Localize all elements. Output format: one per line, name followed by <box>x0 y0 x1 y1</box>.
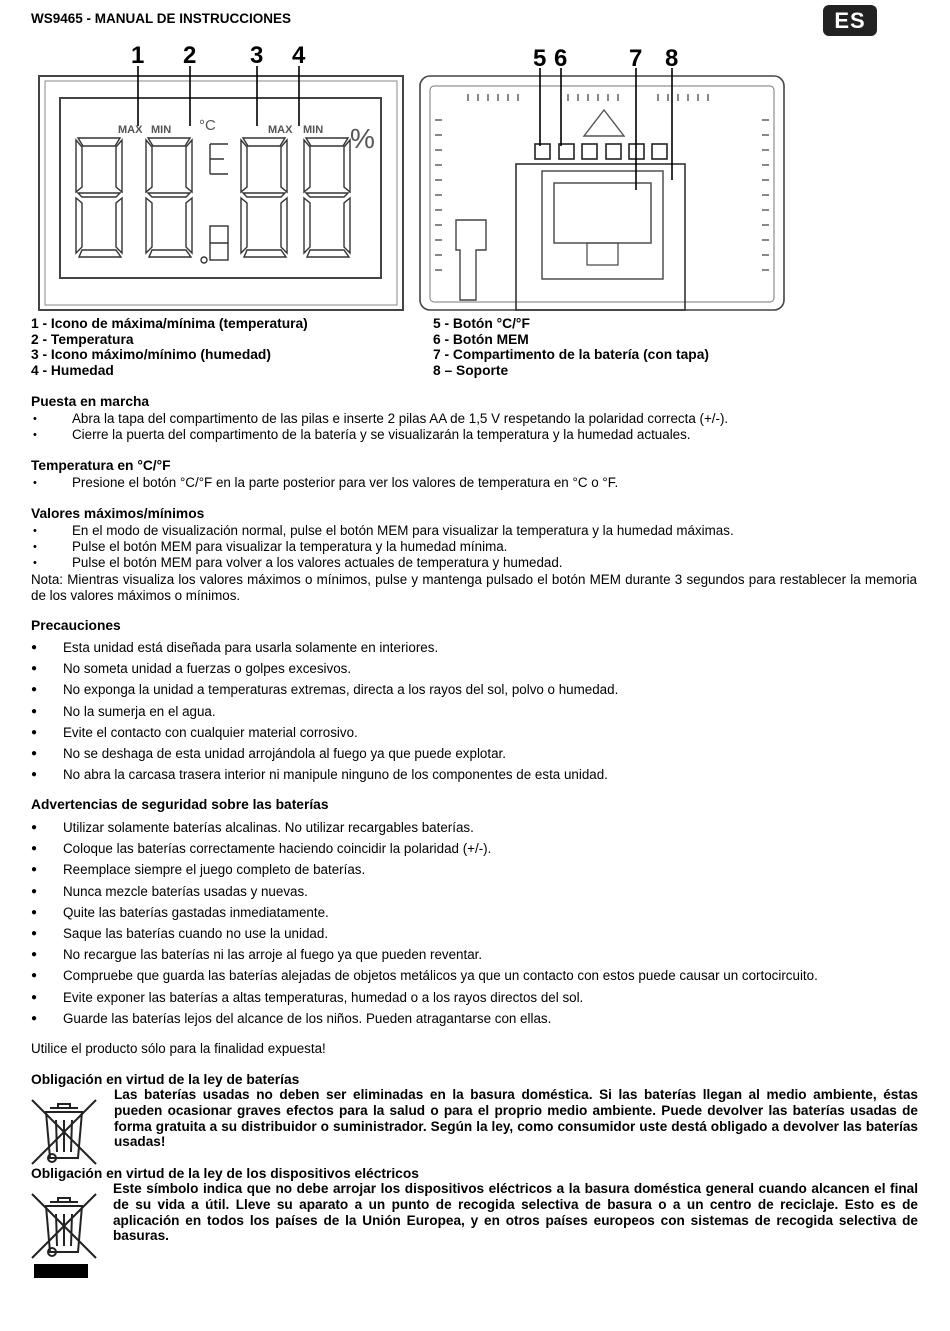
list-puesta <box>31 411 921 443</box>
legend-item-4: 4 - Humedad <box>31 362 114 378</box>
callout-8: 8 <box>665 45 679 72</box>
callout-2: 2 <box>183 42 197 69</box>
usage-statement: Utilice el producto sólo para la finalidad expuesta! <box>31 1041 326 1056</box>
list-item: ● Guarde las baterías lejos del alcance de los niños. Pueden atragantarse con ellas. <box>31 1008 921 1029</box>
list-item: ● Coloque las baterías correctamente haciendo coincidir la polaridad (+/-). <box>31 838 921 859</box>
section-title-puesta: Puesta en marcha <box>31 394 150 409</box>
weee-black-bar <box>34 1264 88 1278</box>
crossed-bin-icon <box>28 1094 100 1166</box>
list-item: ● No se deshaga de esta unidad arrojándola al fuego ya que puede explotar. <box>31 743 921 764</box>
legend-item-2: 2 - Temperatura <box>31 331 134 347</box>
list-valores <box>31 523 921 571</box>
legend-item-6: 6 - Botón MEM <box>433 331 529 347</box>
section-title-temperatura: Temperatura en °C/°F <box>31 458 171 473</box>
list-advertencias <box>31 817 921 1029</box>
section-title-precauciones: Precauciones <box>31 618 121 633</box>
language-badge: ES <box>823 5 877 36</box>
list-item: ● No someta unidad a fuerzas o golpes excesivos. <box>31 658 921 679</box>
legend-left <box>31 316 421 378</box>
section-title-ley-baterias: Obligación en virtud de la ley de baterías <box>31 1072 300 1087</box>
list-item: ● Evite el contacto con cualquier material corrosivo. <box>31 722 921 743</box>
list-item: • Pulse el botón MEM para visualizar la temperatura y la humedad mínima. <box>31 539 921 555</box>
ley-baterias-text: Las baterías usadas no deben ser eliminadas en la basura doméstica. Si las baterías llegan al medio ambiente, éstas pueden ocasionar graves efectos para la salud o para el proprio medio ambiente. Puede devolver las baterías usadas de forma gratuita a su distribuidor o suministrador. Según la ley, como consumidor uste destá obligado a devolver las baterías usadas! <box>114 1087 918 1150</box>
lcd-max-label-hum: MAX <box>268 124 293 136</box>
section-title-ley-dispositivos: Obligación en virtud de la ley de los dispositivos eléctricos <box>31 1166 419 1181</box>
list-item: ● Reemplace siempre el juego completo de baterías. <box>31 859 921 880</box>
legend-item-3: 3 - Icono máximo/mínimo (humedad) <box>31 347 271 363</box>
legend-item-5: 5 - Botón °C/°F <box>433 316 530 331</box>
lcd-degree-symbol: °C <box>199 117 216 134</box>
list-item: ● Compruebe que guarda las baterías alejadas de objetos metálicos ya que un contacto con estos puede causar un cortocircuito. <box>31 965 921 986</box>
list-item: ● Saque las baterías cuando no use la unidad. <box>31 923 921 944</box>
ley-dispositivos-text: Este símbolo indica que no debe arrojar los dispositivos eléctricos a la basura doméstica general cuando alcancen el final de su vida a útil. Lleve su aparato a un punto de recogida selectiva de basura o a un centro de reciclaje. Esto es de aplicación en todos los países de la Unión Europea, y en otros países europeos con sistemas de recogida selectiva de basuras. <box>113 1181 918 1244</box>
lcd-min-label-hum: MIN <box>303 124 324 136</box>
list-item: • En el modo de visualización normal, pulse el botón MEM para visualizar la temperatura y la humedad máximas. <box>31 523 921 539</box>
list-item: • Cierre la puerta del compartimento de la batería y se visualizarán la temperatura y la humedad actuales. <box>31 427 921 443</box>
callout-4: 4 <box>292 42 306 69</box>
front-display-figure <box>38 40 404 312</box>
list-item: • Pulse el botón MEM para volver a los valores actuales de temperatura y humedad. <box>31 555 921 571</box>
legend-item-7: 7 - Compartimento de la batería (con tapa) <box>433 347 709 363</box>
callout-6: 6 <box>554 45 568 72</box>
section-title-advertencias: Advertencias de seguridad sobre las baterías <box>31 797 329 812</box>
list-item: • Abra la tapa del compartimento de las pilas e inserte 2 pilas AA de 1,5 V respetando la polaridad correcta (+/-). <box>31 411 921 427</box>
callout-7: 7 <box>629 45 643 72</box>
callout-1: 1 <box>131 42 145 69</box>
legend-item-1: 1 - Icono de máxima/mínima (temperatura) <box>31 316 308 331</box>
lcd-max-label-temp: MAX <box>118 124 143 136</box>
valores-note: Nota: Mientras visualiza los valores máximos o mínimos, pulse y mantenga pulsado el botón MEM durante 3 segundos para restablecer la memoria de los valores máximos o mínimos. <box>31 572 917 603</box>
list-item: ● No recargue las baterías ni las arroje al fuego ya que pueden reventar. <box>31 944 921 965</box>
legend-right <box>433 316 833 378</box>
lcd-min-label-temp: MIN <box>151 124 172 136</box>
section-title-valores: Valores máximos/mínimos <box>31 506 205 521</box>
callout-5: 5 <box>533 45 547 72</box>
list-item: • Presione el botón °C/°F en la parte posterior para ver los valores de temperatura en °C o °F. <box>31 475 921 491</box>
back-view-figure <box>418 40 786 312</box>
list-item: ● Evite exponer las baterías a altas temperaturas, humedad o a los rayos directos del sol. <box>31 987 921 1008</box>
manual-title: WS9465 - MANUAL DE INSTRUCCIONES <box>31 11 292 26</box>
list-temperatura <box>31 475 921 491</box>
list-item: ● No exponga la unidad a temperaturas extremas, directa a los rayos del sol, polvo o humedad. <box>31 679 921 700</box>
lcd-percent-symbol: % <box>350 123 375 154</box>
list-item: ● Nunca mezcle baterías usadas y nuevas. <box>31 881 921 902</box>
list-item: ● Quite las baterías gastadas inmediatamente. <box>31 902 921 923</box>
weee-bin-icon <box>28 1188 100 1260</box>
legend-item-8: 8 – Soporte <box>433 362 509 378</box>
list-precauciones <box>31 637 921 785</box>
list-item: ● No abra la carcasa trasera interior ni manipule ninguno de los componentes de esta unidad. <box>31 764 921 785</box>
callout-3: 3 <box>250 42 264 69</box>
list-item: ● Utilizar solamente baterías alcalinas. No utilizar recargables baterías. <box>31 817 921 838</box>
list-item: ● No la sumerja en el agua. <box>31 701 921 722</box>
list-item: ● Esta unidad está diseñada para usarla solamente en interiores. <box>31 637 921 658</box>
